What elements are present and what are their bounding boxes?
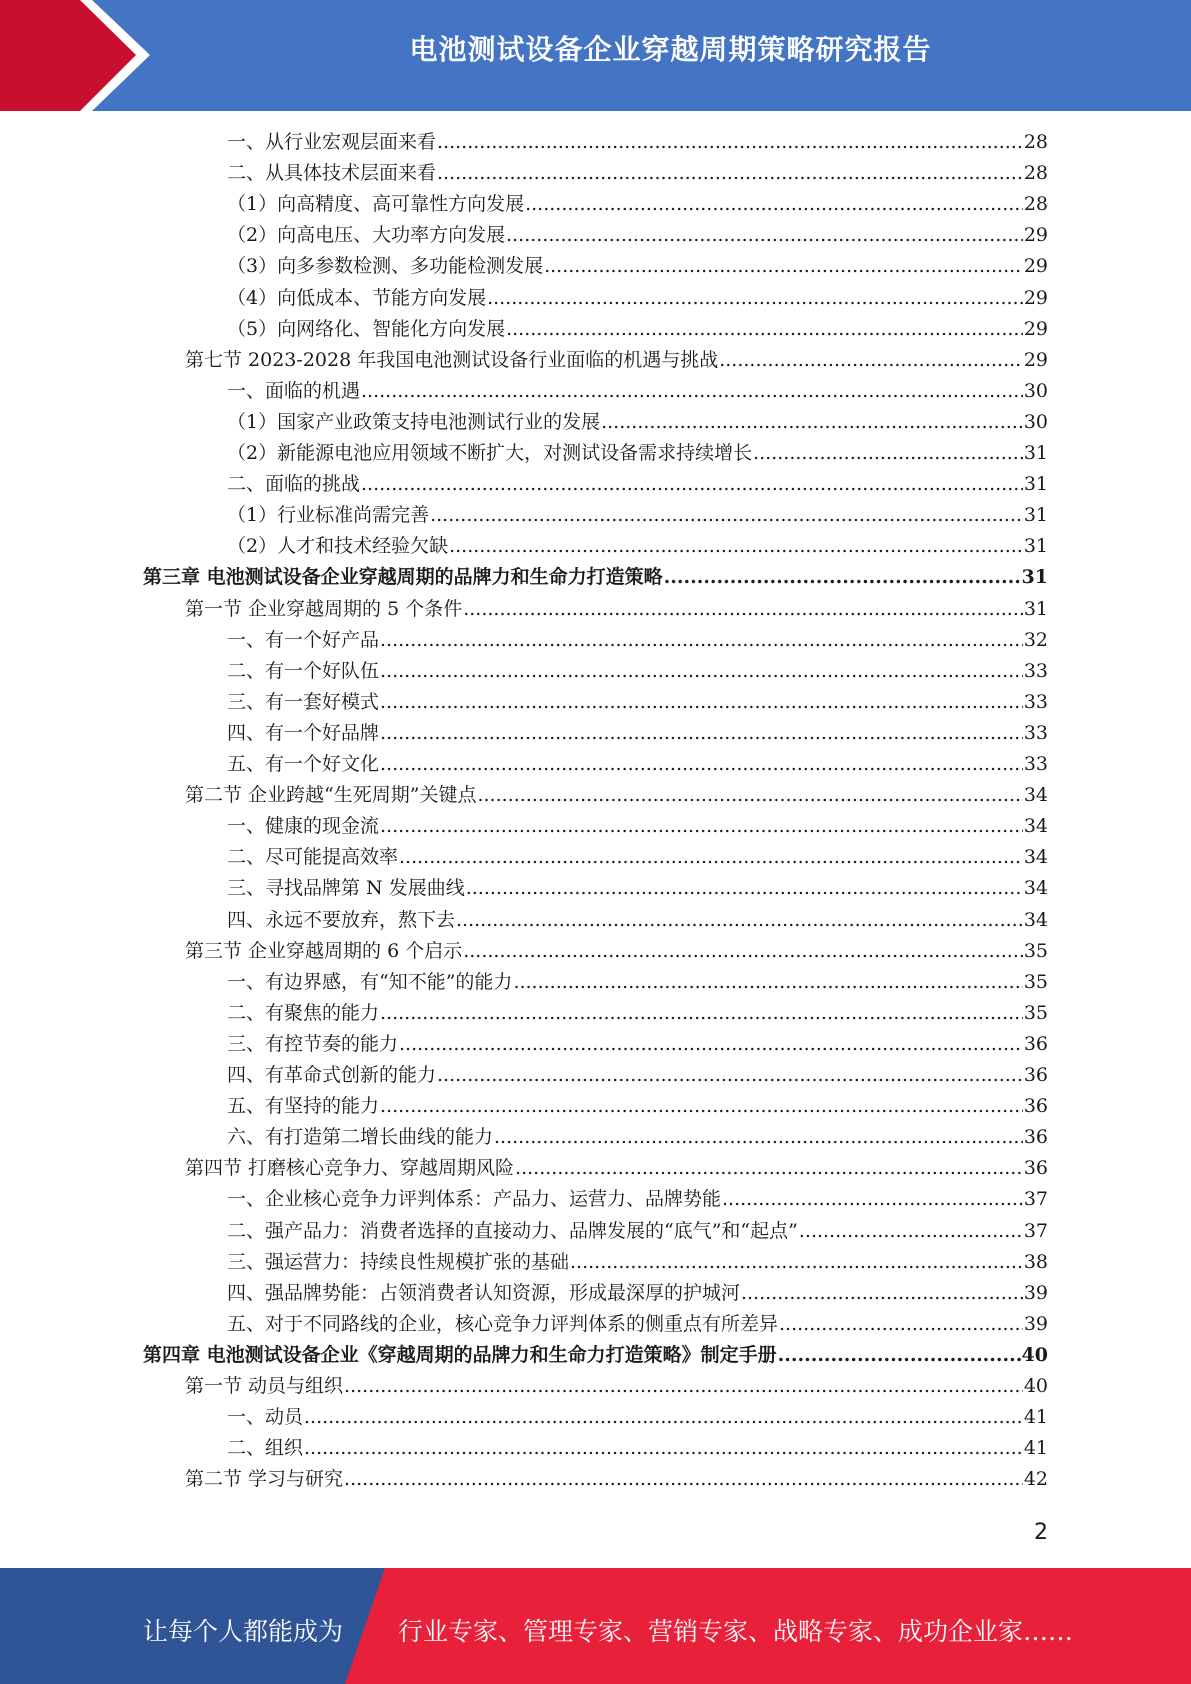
toc-entry-title: 一、动员 xyxy=(227,1406,304,1429)
toc-dot-leader xyxy=(544,251,1023,282)
toc-entry-page: 31 xyxy=(1021,566,1048,589)
toc-entry-page: 35 xyxy=(1023,939,1048,962)
toc-dot-leader xyxy=(506,314,1023,345)
toc-entry-page: 29 xyxy=(1023,224,1048,247)
toc-entry-page: 39 xyxy=(1023,1281,1048,1304)
toc-entry-page: 35 xyxy=(1023,1001,1048,1024)
toc-dot-leader xyxy=(741,1278,1023,1309)
toc-entry-page: 31 xyxy=(1023,597,1048,620)
toc-entry-page: 33 xyxy=(1023,659,1048,682)
toc-entry[interactable] xyxy=(227,718,1048,749)
toc-entry-page: 30 xyxy=(1023,379,1048,402)
toc-entry-page: 36 xyxy=(1023,1095,1048,1118)
toc-dot-leader xyxy=(487,283,1023,314)
footer-slogan-right: 行业专家、管理专家、营销专家、战略专家、成功企业家…… xyxy=(398,1617,1074,1646)
toc-entry-title: 二、面临的挑战 xyxy=(227,473,361,496)
toc-entry[interactable] xyxy=(185,345,1048,376)
toc-entry-title: 二、有聚焦的能力 xyxy=(227,1001,380,1024)
toc-entry[interactable] xyxy=(185,594,1048,625)
toc-entry[interactable] xyxy=(227,1402,1048,1433)
toc-entry-title: 一、有边界感，有“知不能”的能力 xyxy=(227,970,513,993)
toc-entry[interactable] xyxy=(185,1464,1048,1495)
toc-entry[interactable] xyxy=(227,531,1048,562)
toc-entry-page: 40 xyxy=(1021,1343,1048,1366)
toc-dot-leader xyxy=(449,531,1023,562)
toc-dot-leader xyxy=(719,345,1023,376)
toc-entry-page: 29 xyxy=(1023,255,1048,278)
toc-entry[interactable] xyxy=(227,1029,1048,1060)
toc-entry[interactable] xyxy=(227,967,1048,998)
page-header xyxy=(0,0,1191,111)
toc-entry-title: （1）国家产业政策支持电池测试行业的发展 xyxy=(227,410,601,433)
toc-entry-title: （3）向多参数检测、多功能检测发展 xyxy=(227,255,544,278)
toc-dot-leader xyxy=(525,189,1023,220)
toc-entry[interactable] xyxy=(227,500,1048,531)
toc-entry-page: 36 xyxy=(1023,1064,1048,1086)
toc-dot-leader xyxy=(463,936,1023,967)
toc-entry-page: 40 xyxy=(1023,1375,1048,1397)
toc-dot-leader xyxy=(494,1122,1023,1153)
toc-entry-page: 29 xyxy=(1023,286,1048,309)
toc-entry-title: 第三节 企业穿越周期的 6 个启示 xyxy=(185,939,463,962)
toc-entry[interactable] xyxy=(227,1309,1048,1340)
toc-entry-page: 39 xyxy=(1023,1312,1048,1335)
toc-dot-leader xyxy=(463,594,1023,625)
toc-entry-page: 31 xyxy=(1023,473,1048,496)
toc-entry-title: 四、有革命式创新的能力 xyxy=(227,1064,437,1086)
toc-entry-page: 34 xyxy=(1023,908,1048,931)
toc-entry[interactable] xyxy=(227,998,1048,1029)
toc-dot-leader xyxy=(753,438,1023,469)
toc-entry-page: 41 xyxy=(1023,1406,1048,1429)
toc-dot-leader xyxy=(361,376,1023,407)
toc-entry[interactable] xyxy=(185,1371,1048,1402)
toc-dot-leader xyxy=(722,1184,1023,1215)
toc-dot-leader xyxy=(380,998,1023,1029)
toc-entry-page: 37 xyxy=(1023,1188,1048,1211)
toc-dot-leader xyxy=(361,469,1023,500)
toc-dot-leader xyxy=(437,127,1023,158)
toc-entry-title: 五、有坚持的能力 xyxy=(227,1095,380,1118)
toc-entry[interactable] xyxy=(185,1153,1048,1184)
toc-entry[interactable] xyxy=(227,842,1048,873)
toc-entry[interactable] xyxy=(227,1060,1048,1091)
toc-entry-title: 三、有控节奏的能力 xyxy=(227,1032,399,1055)
toc-entry-page: 36 xyxy=(1023,1032,1048,1055)
toc-entry-title: 一、从行业宏观层面来看 xyxy=(227,131,437,153)
toc-entry-title: 四、强品牌势能：占领消费者认知资源，形成最深厚的护城河 xyxy=(227,1281,741,1304)
toc-dot-leader xyxy=(380,687,1023,718)
toc-entry[interactable] xyxy=(227,469,1048,500)
toc-entry-title: 三、强运营力：持续良性规模扩张的基础 xyxy=(227,1250,570,1273)
toc-entry[interactable] xyxy=(227,438,1048,469)
toc-entry[interactable] xyxy=(227,1278,1048,1309)
toc-entry-title: 一、有一个好产品 xyxy=(227,628,380,651)
toc-entry-page: 32 xyxy=(1023,628,1048,651)
toc-entry-page: 33 xyxy=(1023,753,1048,775)
toc-dot-leader xyxy=(515,1153,1023,1184)
toc-entry-page: 30 xyxy=(1023,410,1048,433)
toc-dot-leader xyxy=(399,1029,1023,1060)
toc-entry-title: （5）向网络化、智能化方向发展 xyxy=(227,317,506,340)
toc-entry-title: 第一节 企业穿越周期的 5 个条件 xyxy=(185,597,463,620)
toc-dot-leader xyxy=(437,158,1023,189)
toc-entry-title: （4）向低成本、节能方向发展 xyxy=(227,286,487,309)
toc-entry-page: 42 xyxy=(1023,1468,1048,1491)
toc-entry[interactable] xyxy=(227,1184,1048,1215)
toc-dot-leader xyxy=(466,873,1023,904)
toc-entry[interactable] xyxy=(227,749,1048,780)
toc-entry[interactable] xyxy=(185,780,1048,811)
toc-dot-leader xyxy=(304,1402,1023,1433)
toc-dot-leader xyxy=(456,905,1023,936)
toc-entry-title: 第二节 学习与研究 xyxy=(185,1468,344,1491)
toc-entry-title: 三、有一套好模式 xyxy=(227,690,380,713)
page-footer xyxy=(0,1568,1191,1684)
toc-entry-title: 二、强产品力：消费者选择的直接动力、品牌发展的“底气”和“起点” xyxy=(227,1219,798,1242)
toc-entry-title: 二、尽可能提高效率 xyxy=(227,846,399,869)
toc-entry-page: 34 xyxy=(1023,815,1048,838)
toc-entry[interactable] xyxy=(227,407,1048,438)
toc-entry-page: 33 xyxy=(1023,721,1048,744)
toc-entry-title: （1）行业标准尚需完善 xyxy=(227,504,430,527)
toc-entry-title: 四、有一个好品牌 xyxy=(227,721,380,744)
toc-entry-title: 一、面临的机遇 xyxy=(227,379,361,402)
toc-entry-page: 34 xyxy=(1023,784,1048,807)
toc-entry-page: 35 xyxy=(1023,970,1048,993)
toc-entry-page: 29 xyxy=(1023,348,1048,371)
toc-entry-title: 第四节 打磨核心竞争力、穿越周期风险 xyxy=(185,1157,515,1180)
toc-entry-page: 31 xyxy=(1023,504,1048,527)
toc-entry-page: 28 xyxy=(1023,193,1048,216)
toc-dot-leader xyxy=(477,780,1022,811)
toc-entry[interactable] xyxy=(227,127,1048,158)
toc-entry[interactable] xyxy=(227,1216,1048,1247)
toc-entry-page: 31 xyxy=(1023,442,1048,464)
footer-slogan-left: 让每个人都能成为 xyxy=(143,1617,344,1646)
toc-entry-title: 六、有打造第二增长曲线的能力 xyxy=(227,1126,494,1149)
toc-entry-page: 38 xyxy=(1023,1250,1048,1273)
toc-entry-title: 五、对于不同路线的企业，核心竞争力评判体系的侧重点有所差异 xyxy=(227,1312,779,1335)
toc-dot-leader xyxy=(380,625,1023,656)
toc-entry[interactable] xyxy=(227,687,1048,718)
toc-entry[interactable] xyxy=(227,1433,1048,1464)
toc-entry-page: 28 xyxy=(1023,162,1048,185)
toc-entry[interactable] xyxy=(227,905,1048,936)
toc-dot-leader xyxy=(779,1309,1023,1340)
toc-dot-leader xyxy=(430,500,1023,531)
toc-entry-title: 第一节 动员与组织 xyxy=(185,1375,344,1397)
toc-entry[interactable] xyxy=(227,158,1048,189)
toc-dot-leader xyxy=(380,1091,1023,1122)
toc-entry[interactable] xyxy=(227,220,1048,251)
toc-entry[interactable] xyxy=(227,1247,1048,1278)
toc-entry[interactable] xyxy=(143,562,1048,593)
toc-dot-leader xyxy=(344,1464,1023,1495)
toc-entry-page: 33 xyxy=(1023,690,1048,713)
toc-entry-title: 第七节 2023-2028 年我国电池测试设备行业面临的机遇与挑战 xyxy=(185,348,719,371)
toc-dot-leader xyxy=(399,842,1023,873)
toc-entry-page: 37 xyxy=(1023,1219,1048,1242)
toc-entry[interactable] xyxy=(227,811,1048,842)
toc-dot-leader xyxy=(380,718,1023,749)
toc-dot-leader xyxy=(570,1247,1023,1278)
toc-entry[interactable] xyxy=(185,936,1048,967)
toc-dot-leader xyxy=(799,1216,1023,1247)
toc-entry-page: 29 xyxy=(1023,317,1048,340)
toc-entry[interactable] xyxy=(227,314,1048,345)
toc-entry-title: 四、永远不要放弃，熬下去 xyxy=(227,908,456,931)
toc-entry-title: 二、组织 xyxy=(227,1437,304,1460)
toc-entry-page: 36 xyxy=(1023,1157,1048,1180)
toc-entry[interactable] xyxy=(227,189,1048,220)
toc-entry[interactable] xyxy=(227,1122,1048,1153)
toc-entry-page: 31 xyxy=(1023,535,1048,558)
toc-entry-title: 二、有一个好队伍 xyxy=(227,659,380,682)
toc-entry-title: 第二节 企业跨越“生死周期”关键点 xyxy=(185,784,477,807)
toc-entry-title: （2）人才和技术经验欠缺 xyxy=(227,535,449,558)
toc-entry-title: 一、企业核心竞争力评判体系：产品力、运营力、品牌势能 xyxy=(227,1188,722,1211)
toc-entry[interactable] xyxy=(227,873,1048,904)
toc-dot-leader xyxy=(380,749,1023,780)
toc-entry-page: 41 xyxy=(1023,1437,1048,1460)
toc-dot-leader xyxy=(506,220,1023,251)
toc-entry-title: （2）新能源电池应用领域不断扩大，对测试设备需求持续增长 xyxy=(227,442,753,464)
toc-entry[interactable] xyxy=(227,251,1048,282)
toc-entry-title: 三、寻找品牌第 N 发展曲线 xyxy=(227,877,465,900)
toc-dot-leader xyxy=(513,967,1022,998)
toc-entry-title: 五、有一个好文化 xyxy=(227,753,380,775)
toc-dot-leader xyxy=(304,1433,1023,1464)
toc-dot-leader xyxy=(380,811,1023,842)
toc-dot-leader xyxy=(437,1060,1023,1091)
toc-entry[interactable] xyxy=(227,656,1048,687)
toc-dot-leader xyxy=(664,562,1021,593)
toc-entry[interactable] xyxy=(227,283,1048,314)
toc-entry-page: 34 xyxy=(1023,846,1048,869)
toc-entry-title: 第三章 电池测试设备企业穿越周期的品牌力和生命力打造策略 xyxy=(143,566,663,589)
toc-dot-leader xyxy=(344,1371,1023,1402)
toc-dot-leader xyxy=(778,1340,1021,1371)
toc-dot-leader xyxy=(380,656,1023,687)
toc-entry[interactable] xyxy=(143,1340,1048,1371)
page-number: 2 xyxy=(1034,1520,1048,1545)
toc-entry-title: （1）向高精度、高可靠性方向发展 xyxy=(227,193,525,216)
toc-dot-leader xyxy=(601,407,1023,438)
toc-entry-title: 二、从具体技术层面来看 xyxy=(227,162,437,185)
toc-entry-page: 28 xyxy=(1023,131,1048,153)
toc-entry-title: （2）向高电压、大功率方向发展 xyxy=(227,224,506,247)
toc-entry[interactable] xyxy=(227,1091,1048,1122)
toc-entry[interactable] xyxy=(227,625,1048,656)
report-title: 电池测试设备企业穿越周期策略研究报告 xyxy=(409,33,932,66)
toc-entry-page: 36 xyxy=(1023,1126,1048,1149)
header-arrow-decoration xyxy=(0,0,150,111)
toc-entry-page: 34 xyxy=(1023,877,1048,900)
toc-entry-title: 第四章 电池测试设备企业《穿越周期的品牌力和生命力打造策略》制定手册 xyxy=(143,1343,777,1366)
toc-entry-title: 一、健康的现金流 xyxy=(227,815,380,838)
toc-entry[interactable] xyxy=(227,376,1048,407)
